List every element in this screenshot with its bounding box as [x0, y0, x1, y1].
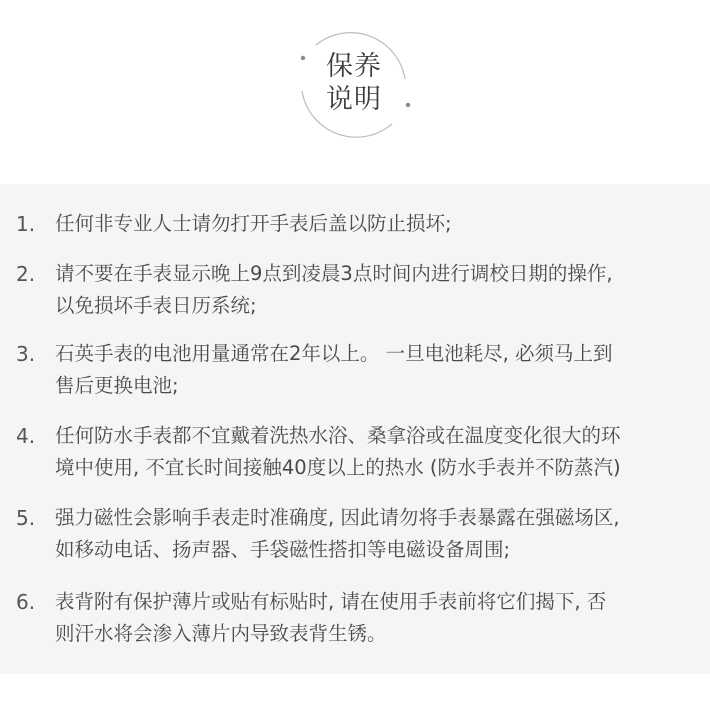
item-text-line: 任何防水手表都不宜戴着洗热水浴、桑拿浴或在温度变化很大的环 — [55, 424, 621, 447]
item-number: 1. — [16, 212, 36, 236]
page-title-line1: 保养 — [326, 51, 382, 82]
item-number: 4. — [16, 424, 36, 448]
item-text — [55, 258, 705, 322]
item-text — [55, 420, 705, 484]
item-text-line: 售后更换电池; — [55, 374, 179, 397]
item-text — [55, 586, 705, 650]
item-text-line: 如移动电话、扬声器、手袋磁性搭扣等电磁设备周围; — [55, 538, 511, 561]
item-text — [55, 502, 705, 566]
item-text-line: 则汗水将会渗入薄片内导致表背生锈。 — [55, 622, 387, 645]
item-text-line: 以免损坏手表日历系统; — [55, 294, 257, 317]
item-text-line: 强力磁性会影响手表走时准确度, 因此请勿将手表暴露在强磁场区, — [55, 506, 620, 529]
title-badge — [297, 25, 411, 145]
item-text-line: 境中使用, 不宜长时间接触40度以上的热水 (防水手表并不防蒸汽) — [55, 456, 621, 479]
item-number: 6. — [16, 590, 36, 614]
item-text-line: 请不要在手表显示晚上9点到凌晨3点时间内进行调校日期的操作, — [55, 262, 613, 285]
item-number: 5. — [16, 506, 36, 530]
item-number: 3. — [16, 342, 36, 366]
instructions-panel — [0, 184, 710, 674]
item-text-line: 表背附有保护薄片或贴有标贴时, 请在使用手表前将它们揭下, 否 — [55, 590, 607, 613]
page-title-line2: 说明 — [326, 84, 382, 115]
item-text — [55, 338, 705, 402]
item-text — [55, 208, 705, 240]
item-text-line: 任何非专业人士请勿打开手表后盖以防止损坏; — [55, 212, 452, 235]
item-text-line: 石英手表的电池用量通常在2年以上。 一旦电池耗尽, 必须马上到 — [55, 342, 613, 365]
item-number: 2. — [16, 262, 36, 286]
